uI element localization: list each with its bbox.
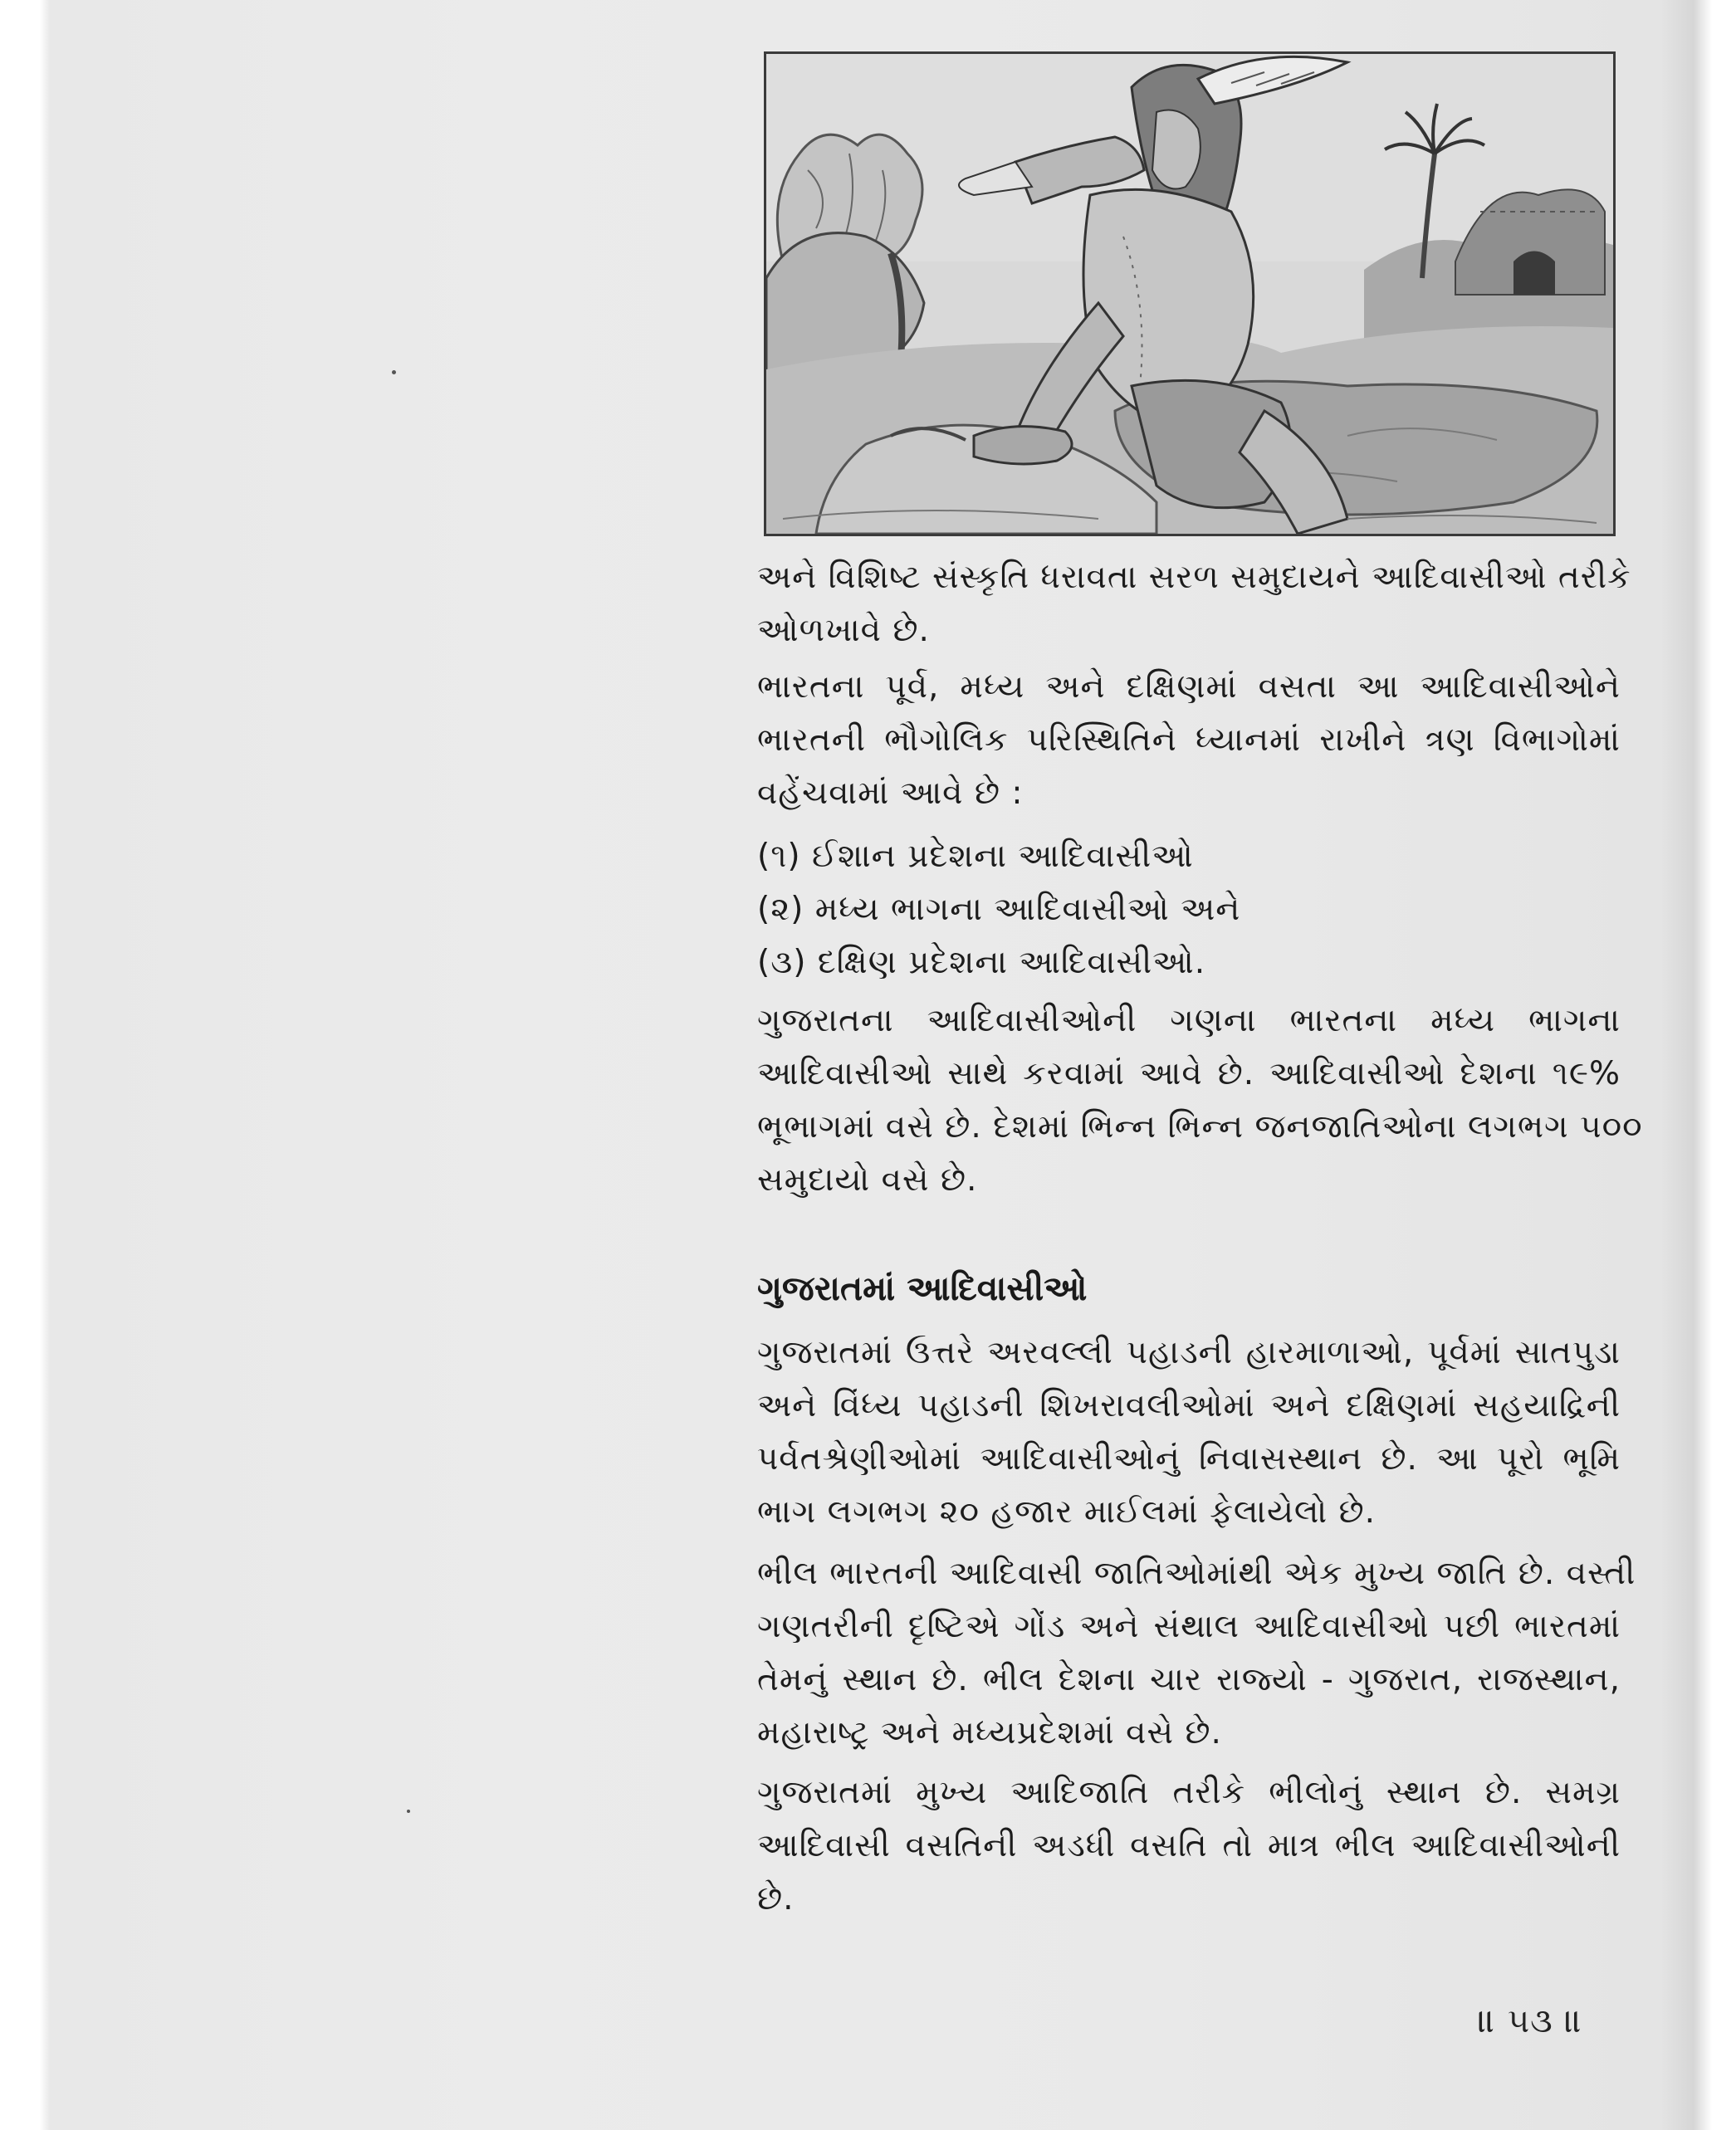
paragraph-line: તેમનું સ્થાન છે. ભીલ દેશના ચાર રાજ્યો - ગુજરાત, રાજસ્થાન, bbox=[757, 1661, 1621, 1698]
dust-speck bbox=[392, 370, 396, 374]
gujarat-count-line: સમુદાયો વસે છે. bbox=[757, 1161, 978, 1199]
division-paragraph bbox=[757, 661, 1621, 820]
gujarat-count-line: ભૂભાગમાં વસે છે. દેશમાં ભિન્ન ભિન્ન જનજાતિઓના લગભગ ૫૦૦ bbox=[757, 1108, 1643, 1146]
section-paragraph-1 bbox=[757, 1326, 1621, 1539]
gujarat-count-line: ગુજરાતના આદિવાસીઓની ગણના ભારતના મધ્ય ભાગના bbox=[757, 1002, 1621, 1039]
paragraph-line: ભીલ ભારતની આદિવાસી જાતિઓમાંથી એક મુખ્ય જાતિ છે. વસ્તી bbox=[757, 1555, 1636, 1592]
gujarat-count-line: આદિવાસીઓ સાથે કરવામાં આવે છે. આદિવાસીઓ દેશના ૧૯% bbox=[757, 1055, 1621, 1092]
paragraph-line: ગુજરાતમાં ઉત્તરે અરવલ્લી પહાડની હારમાળાઓ, પૂર્વમાં સાતપુડા bbox=[757, 1334, 1621, 1371]
intro-line: અને વિશિષ્ટ સંસ્કૃતિ ધરાવતા સરળ સમુદાયને આદિવાસીઓ તરીકે bbox=[757, 559, 1631, 596]
paragraph-line: પર્વતશ્રેણીઓમાં આદિવાસીઓનું નિવાસસ્થાન છે. આ પૂરો ભૂમિ bbox=[757, 1440, 1621, 1478]
region-list bbox=[757, 830, 1621, 989]
paragraph-line: ગુજરાતમાં મુખ્ય આદિજાતિ તરીકે ભીલોનું સ્થાન છે. સમગ્ર bbox=[757, 1774, 1621, 1811]
list-item: (૨) મધ્ય ભાગના આદિવાસીઓ અને bbox=[757, 891, 1241, 928]
gujarat-count-paragraph bbox=[757, 994, 1643, 1207]
paragraph-line: છે. bbox=[757, 1880, 795, 1917]
section-paragraph-3 bbox=[757, 1766, 1621, 1926]
paragraph-line: અને વિંધ્ય પહાડની શિખરાવલીઓમાં અને દક્ષિણમાં સહયાદ્રિની bbox=[757, 1387, 1621, 1424]
dust-speck bbox=[407, 1810, 410, 1813]
division-line: ભારતના પૂર્વ, મધ્ય અને દક્ષિણમાં વસતા આ આદિવાસીઓને bbox=[757, 668, 1621, 706]
section-paragraph-2 bbox=[757, 1547, 1636, 1760]
list-item: (૩) દક્ષિણ પ્રદેશના આદિવાસીઓ. bbox=[757, 944, 1206, 981]
paragraph-line: ગણતરીની દૃષ્ટિએ ગોંડ અને સંથાલ આદિવાસીઓ પછી ભારતમાં bbox=[757, 1608, 1621, 1645]
section-heading: ગુજરાતમાં આદિવાસીઓ bbox=[757, 1268, 1088, 1308]
tribal-man-illustration bbox=[764, 51, 1616, 536]
division-line: ભારતની ભૌગોલિક પરિસ્થિતિને ધ્યાનમાં રાખીને ત્રણ વિભાગોમાં bbox=[757, 721, 1621, 759]
paragraph-line: મહારાષ્ટ્ર અને મધ્યપ્રદેશમાં વસે છે. bbox=[757, 1714, 1222, 1751]
intro-paragraph bbox=[757, 551, 1631, 657]
paragraph-line: ભાગ લગભગ ૨૦ હજાર માઈલમાં ફેલાયેલો છે. bbox=[757, 1493, 1377, 1531]
intro-line: ઓળખાવે છે. bbox=[757, 612, 930, 649]
list-item: (૧) ઈશાન પ્રદેશના આદિવાસીઓ bbox=[757, 838, 1194, 875]
paragraph-line: આદિવાસી વસતિની અડધી વસતિ તો માત્ર ભીલ આદિવાસીઓની bbox=[757, 1827, 1621, 1864]
page-number: ॥ ૫૩ ॥ bbox=[1478, 2002, 1583, 2040]
division-line: વહેંચવામાં આવે છે : bbox=[757, 774, 1024, 812]
